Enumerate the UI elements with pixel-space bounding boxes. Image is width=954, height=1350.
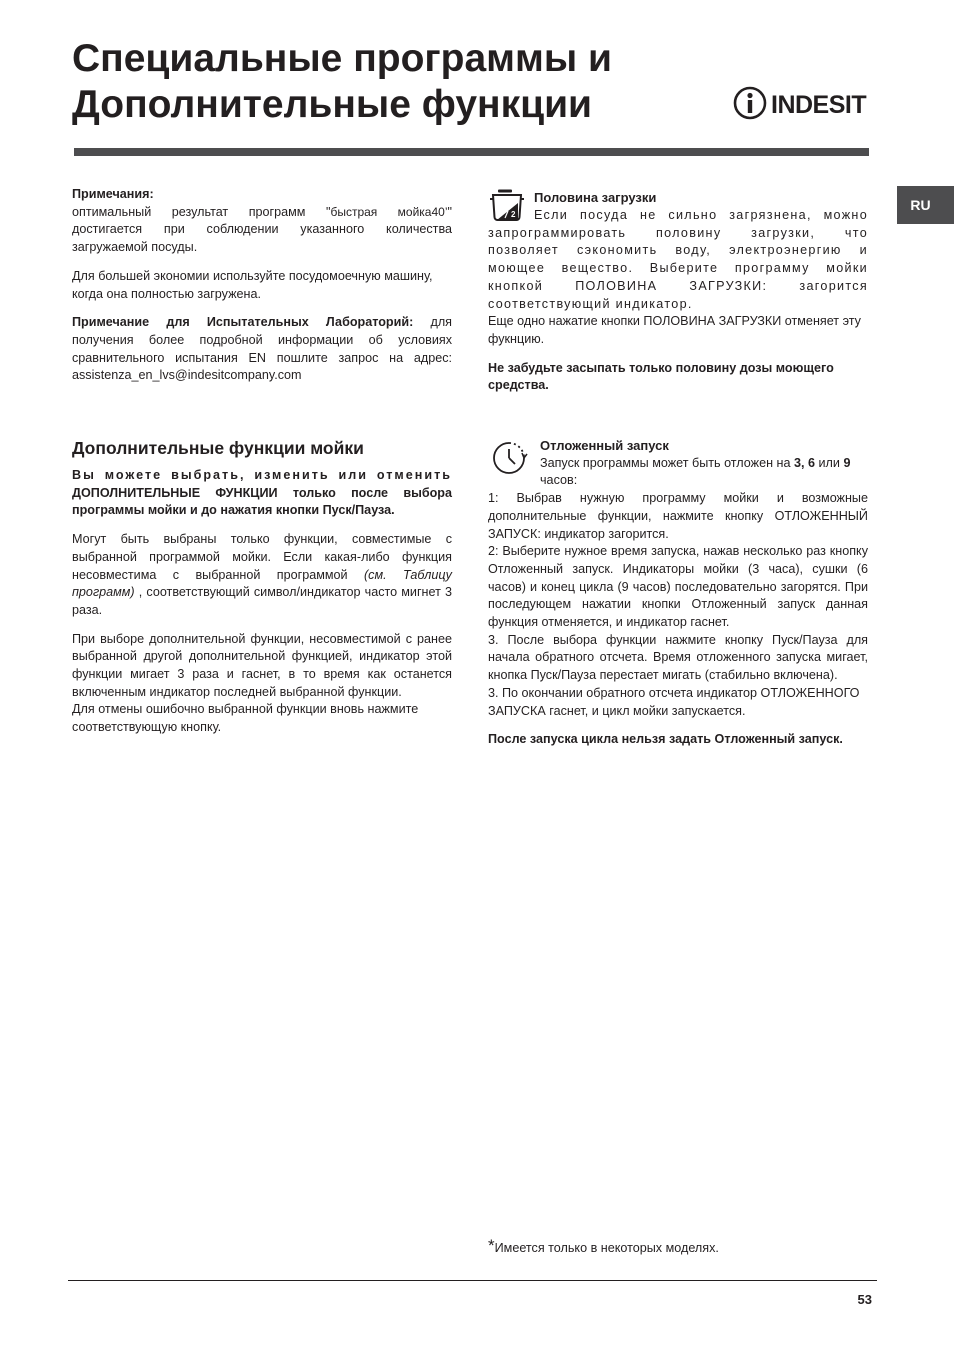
svg-text:2: 2: [511, 210, 516, 219]
footnote-text: Имеется только в некоторых моделях.: [494, 1241, 719, 1255]
delay-start-step-1: 1: Выбрав нужную программу мойки и возможные дополнительные функции, нажмите кнопку ОТЛОЖЕННЫЙ ЗАПУСК: индикатор загорится.: [488, 491, 868, 541]
delay-start-title: Отложенный запуск: [540, 438, 669, 453]
indesit-logo: [733, 86, 866, 125]
delay-clock-icon: [488, 437, 532, 477]
delay-start-step-4: 3. По окончании обратного отсчета индикатор ОТЛОЖЕННОГО ЗАПУСКА гаснет, и цикл мойки запускается.: [488, 685, 860, 718]
half-load-paragraph-2: Еще одно нажатие кнопки ПОЛОВИНА ЗАГРУЗКИ отменяет эту фукнцию.: [488, 314, 861, 346]
language-tab: RU: [897, 186, 954, 224]
page-number: 53: [857, 1292, 872, 1307]
delay-start-step-3: 3. После выбора функции нажмите кнопку Пуск/Пауза для начала обратного отсчета. Время отложенного запуска мигает, кнопка Пуск/Пауза перестает мигать (стабильно включена).: [488, 632, 868, 683]
half-load-icon: [488, 189, 532, 229]
footnote: [488, 1236, 719, 1256]
extra-functions-paragraph-2: При выборе дополнительной функции, несовместимой с ранее выбранной другой дополнительной функцией, индикатор этой функции мигает 3 раза и гаснет, в то время как останется включенным индикатор последней выбранной функции.: [72, 631, 452, 699]
half-load-title: Половина загрузки: [534, 190, 657, 205]
extra-functions-heading: Дополнительные функции мойки: [72, 438, 364, 458]
half-load-warning: Не забудьте засыпать только половину дозы моющего средства.: [488, 360, 834, 393]
footer-rule: [68, 1280, 877, 1281]
delay-start-warning: После запуска цикла нельзя задать Отложенный запуск.: [488, 732, 843, 747]
notes-section: [72, 186, 452, 385]
extra-functions-paragraph-1: Могут быть выбраны только функции, совместимые с выбранной программой мойки. Если какая-либо функция несовместима с выбранной программой (см. Таблицу программ) , соответствующий символ/индикатор часто мигнет 3 раза.: [72, 532, 452, 617]
delay-start-step-2: 2: Выберите нужное время запуска, нажав несколько раз кнопку Отложенный запуск. Индикаторы мойки (3 часа), сушки (6 часов) и конец цикла (9 часов) последовательно загорятся. При последующем нажатии кнопки Отложенный запуск данная функция отменяется, и индикатор гаснет.: [488, 544, 868, 630]
extra-functions-paragraph-3: Для отмены ошибочно выбранной функции вновь нажмите соответствующую кнопку.: [72, 702, 419, 735]
extra-functions-intro: Вы можете выбрать, изменить или отменить ДОПОЛНИТЕЛЬНЫЕ ФУНКЦИИ только после выбора программы мойки и до нажатия кнопки Пуск/Пауза.: [72, 468, 452, 518]
header-rule: [74, 148, 869, 156]
notes-paragraph-3: Примечание для Испытательных Лабораторий: для получения более подробной информации об условиях сравнительного испытания EN пошлите запрос на адрес: assistenza_en_lvs@indesitcompany.com: [72, 315, 452, 383]
delay-start-section: [488, 437, 868, 749]
half-load-section: [488, 189, 868, 395]
title-line-2: Дополнительные функции: [72, 83, 593, 126]
logo-wordmark: INDESIT: [771, 91, 867, 119]
delay-start-intro: Запуск программы может быть отложен на 3, 6 или 9 часов:: [540, 455, 851, 488]
notes-heading: Примечания:: [72, 187, 154, 201]
indesit-logo-icon: [733, 86, 767, 125]
notes-paragraph-1: оптимальный результат программ "быстрая мойка40’" достигается при соблюдении указанного количества загружаемой посуды.: [72, 204, 452, 255]
extra-functions-section: [72, 436, 452, 737]
half-load-paragraph-1: Если посуда не сильно загрязнена, можно запрограммировать половину загрузки, что позволяет сэкономить воду, электроэнергию и моющее вещество. Выберите программу мойки кнопкой ПОЛОВИНА ЗАГРУЗКИ: загорится соответствующий индикатор.: [488, 208, 868, 311]
footnote-star: *: [488, 1236, 495, 1255]
page-title: [72, 36, 732, 128]
title-line-1: Специальные программы и: [72, 37, 612, 80]
notes-paragraph-2: Для большей экономии используйте посудомоечную машину, когда она полностью загружена.: [72, 268, 433, 301]
